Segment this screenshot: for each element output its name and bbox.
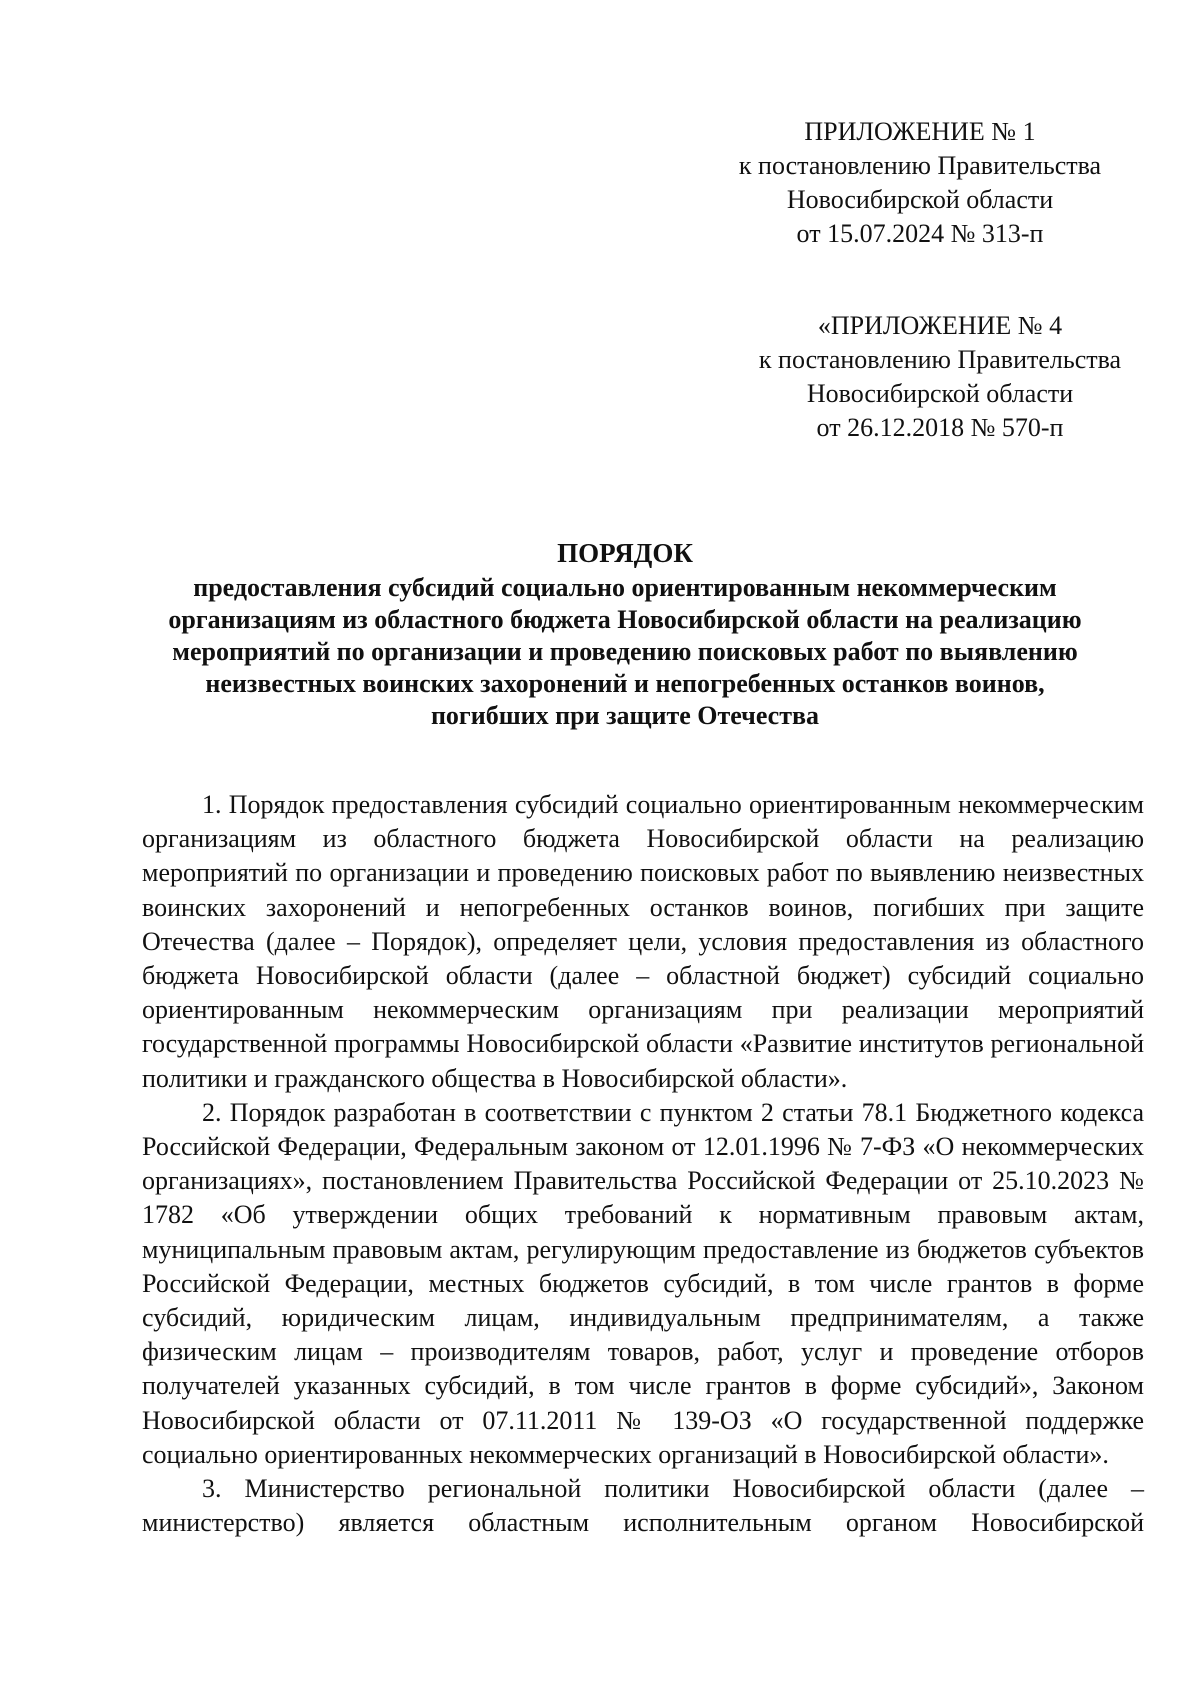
appendix-1-header	[690, 115, 1150, 251]
title-subtitle-line: погибших при защите Отечества	[430, 701, 820, 730]
appendix-4-line: «ПРИЛОЖЕНИЕ № 4	[817, 311, 1063, 340]
appendix-4-line: Новосибирской области	[806, 379, 1074, 408]
paragraph-3: 3. Министерство региональной политики Новосибирской области (далее – министерство) является областным исполнительным органом Новосибирской	[142, 1474, 1144, 1538]
appendix-4-line: от 26.12.2018 № 570-п	[816, 413, 1064, 442]
appendix-1-line: ПРИЛОЖЕНИЕ № 1	[804, 117, 1036, 146]
title-subtitle-line: мероприятий по организации и проведению поисковых работ по выявлению	[172, 637, 1078, 666]
title-subtitle-line: неизвестных воинских захоронений и непогребенных останков воинов,	[205, 669, 1045, 698]
appendix-1-line: к постановлению Правительства	[738, 151, 1102, 180]
title-heading: ПОРЯДОК	[557, 538, 693, 568]
document-body	[142, 788, 1144, 1540]
appendix-4-line: к постановлению Правительства	[758, 345, 1122, 374]
title-subtitle-line: организациям из областного бюджета Новосибирской области на реализацию	[168, 605, 1082, 634]
document-title	[130, 537, 1120, 732]
paragraph-2: 2. Порядок разработан в соответствии с пунктом 2 статьи 78.1 Бюджетного кодекса Российской Федерации, Федеральным законом от 12.01.1996 № 7-ФЗ «О некоммерческих организациях», постановлением Правительства Российской Федерации от 25.10.2023 № 1782 «Об утверждении общих требований к нормативным правовым актам, муниципальным правовым актам, регулирующим предоставление из бюджетов субъектов Российской Федерации, местных бюджетов субсидий, в том числе грантов в форме субсидий, юридическим лицам, индивидуальным предпринимателям, а также физическим лицам – производителям товаров, работ, услуг и проведение отборов получателей указанных субсидий, в том числе грантов в форме субсидий», Законом Новосибирской области от 07.11.2011 № 139-ОЗ «О государственной поддержке социально ориентированных некоммерческих организаций в Новосибирской области».	[142, 1097, 1144, 1469]
appendix-1-line: от 15.07.2024 № 313-п	[796, 219, 1044, 248]
appendix-1-line: Новосибирской области	[786, 185, 1054, 214]
appendix-4-header	[710, 309, 1170, 445]
paragraph-1: 1. Порядок предоставления субсидий социально ориентированным некоммерческим организациям из областного бюджета Новосибирской области на реализацию мероприятий по организации и проведению поисковых работ по выявлению неизвестных воинских захоронений и непогребенных останков воинов, погибших при защите Отечества (далее – Порядок), определяет цели, условия предоставления из областного бюджета Новосибирской области (далее – областной бюджет) субсидий социально ориентированным некоммерческим организациям при реализации мероприятий государственной программы Новосибирской области «Развитие институтов региональной политики и гражданского общества в Новосибирской области».	[142, 790, 1144, 1093]
title-subtitle-line: предоставления субсидий социально ориентированным некоммерческим	[193, 573, 1057, 602]
